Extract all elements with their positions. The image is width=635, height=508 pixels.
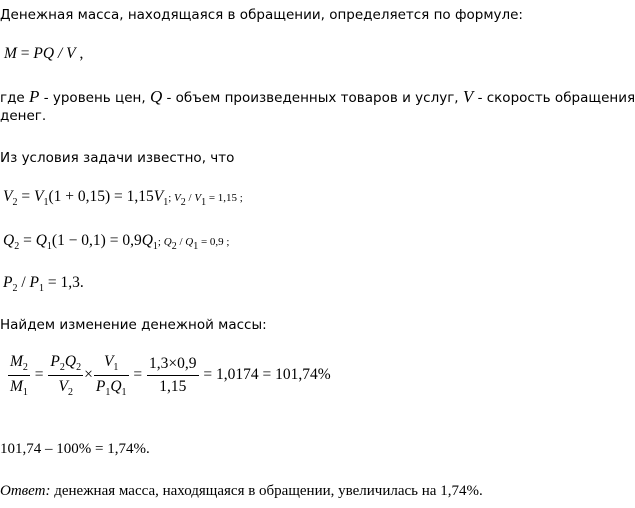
eqq-r-q2: Q: [163, 236, 172, 248]
f3-den-a-sub: 1: [105, 387, 111, 398]
eqv-v2-sub: 2: [12, 197, 18, 208]
f4-num: 1,3×0,9: [147, 355, 199, 376]
f3-den-b: Q: [110, 378, 122, 395]
f2-num-a: P: [50, 353, 60, 370]
main-eq1: =: [34, 366, 44, 384]
eqq-expr: (1 − 0,1) = 0,9: [51, 232, 142, 249]
eqv-r-v2-sub: 2: [180, 197, 186, 208]
eqp-p2: P: [3, 274, 13, 291]
f2-num-a-sub: 2: [59, 362, 65, 373]
where-continuation: денег.: [0, 108, 47, 124]
desc-q: - объем произведенных товаров и услуг,: [162, 90, 463, 106]
eqp-p2-sub: 2: [12, 283, 18, 294]
eqv-v1-sub: 1: [43, 197, 49, 208]
eqq-q2-sub: 2: [14, 241, 20, 252]
eqq-sep: ;: [157, 236, 164, 248]
eqq-r-val: = 0,9: [198, 236, 224, 248]
formula-lhs: M: [4, 45, 17, 62]
f3-num-sub: 1: [113, 362, 119, 373]
eqv-v2: V: [3, 188, 13, 205]
f2-num-b-sub: 2: [76, 362, 82, 373]
f1-den: M: [10, 378, 23, 395]
f3-num: V: [103, 353, 114, 370]
formula-eq: =: [16, 45, 34, 62]
main-result: = 1,0174 = 101,74%: [203, 366, 331, 384]
fraction-numeric: [147, 355, 199, 396]
eqp-val: = 1,3.: [44, 274, 84, 291]
eqq-q2: Q: [3, 232, 15, 249]
eqq-q1b-sub: 1: [152, 241, 158, 252]
var-p: P: [29, 87, 40, 106]
eqv-r-v1: V: [194, 192, 202, 204]
eqv-expr: (1 + 0,15) = 1,15: [48, 188, 154, 205]
desc-p: - уровень цен,: [39, 90, 150, 106]
f3-den-b-sub: 1: [121, 387, 127, 398]
f1-num-sub: 2: [22, 362, 28, 373]
eqq-end: ;: [223, 236, 230, 248]
f2-num-b: Q: [64, 353, 77, 370]
eqv-end: ;: [237, 192, 243, 204]
eqv-v1b-sub: 1: [163, 197, 169, 208]
eqp-p1-sub: 1: [39, 283, 44, 294]
eqq-r-q1-sub: 1: [193, 241, 199, 252]
eqv-v1: V: [33, 188, 44, 205]
eqq-q1-sub: 1: [46, 241, 52, 252]
eqq-r-q2-sub: 2: [171, 241, 177, 252]
eqq-r-q1: Q: [185, 236, 194, 248]
answer-label: Ответ:: [0, 483, 51, 499]
formula-trail: ,: [75, 45, 84, 62]
eqv-r-val: = 1,15: [206, 192, 238, 204]
fraction-p2q2-v2: [48, 353, 83, 398]
find-text: Найдем изменение денежной массы:: [0, 317, 267, 333]
f2-den: V: [58, 378, 68, 395]
eqv-r-slash: /: [185, 192, 195, 204]
difference-line: 101,74 – 100% = 1,74%.: [0, 441, 150, 457]
eqv-v1b: V: [153, 188, 164, 205]
answer-line: [0, 482, 483, 500]
f2-den-sub: 2: [67, 387, 73, 398]
f1-num: M: [10, 353, 23, 370]
f3-den-a: P: [95, 378, 106, 395]
eqv-mid: =: [17, 188, 34, 205]
where-prefix: где: [0, 90, 30, 106]
condition-text: Из условия задачи известно, что: [0, 150, 235, 166]
eqq-r-slash: /: [176, 236, 186, 248]
main-times: ×: [84, 366, 93, 384]
where-line: [0, 88, 635, 107]
fraction-v1-p1q1: [94, 353, 129, 398]
var-v: V: [462, 87, 474, 106]
main-equation: [7, 353, 331, 398]
eqq-q1b: Q: [141, 232, 153, 249]
fraction-m2-m1: [8, 353, 30, 398]
equation-p: [3, 274, 84, 298]
f1-den-sub: 1: [22, 387, 28, 398]
eqp-slash: /: [17, 274, 30, 291]
eqv-r-v2: V: [174, 192, 181, 204]
intro-text: Денежная масса, находящаяся в обращении, определяется по формуле:: [0, 7, 523, 23]
eqq-q1: Q: [35, 232, 47, 249]
eqv-r-v1-sub: 1: [201, 197, 207, 208]
eqq-mid: =: [19, 232, 36, 249]
answer-text: денежная масса, находящаяся в обращении, увеличилась на 1,74%.: [50, 483, 483, 499]
money-formula: [4, 45, 83, 63]
equation-v: [3, 188, 243, 212]
desc-v: - скорость обращения: [473, 90, 635, 106]
equation-q: [3, 232, 229, 256]
f4-den: 1,15: [159, 378, 187, 395]
main-eq2: =: [133, 366, 143, 384]
formula-rhs: PQ / V: [33, 45, 76, 62]
eqv-sep: ;: [168, 192, 175, 204]
var-q: Q: [149, 87, 163, 106]
eqp-p1: P: [29, 274, 39, 291]
